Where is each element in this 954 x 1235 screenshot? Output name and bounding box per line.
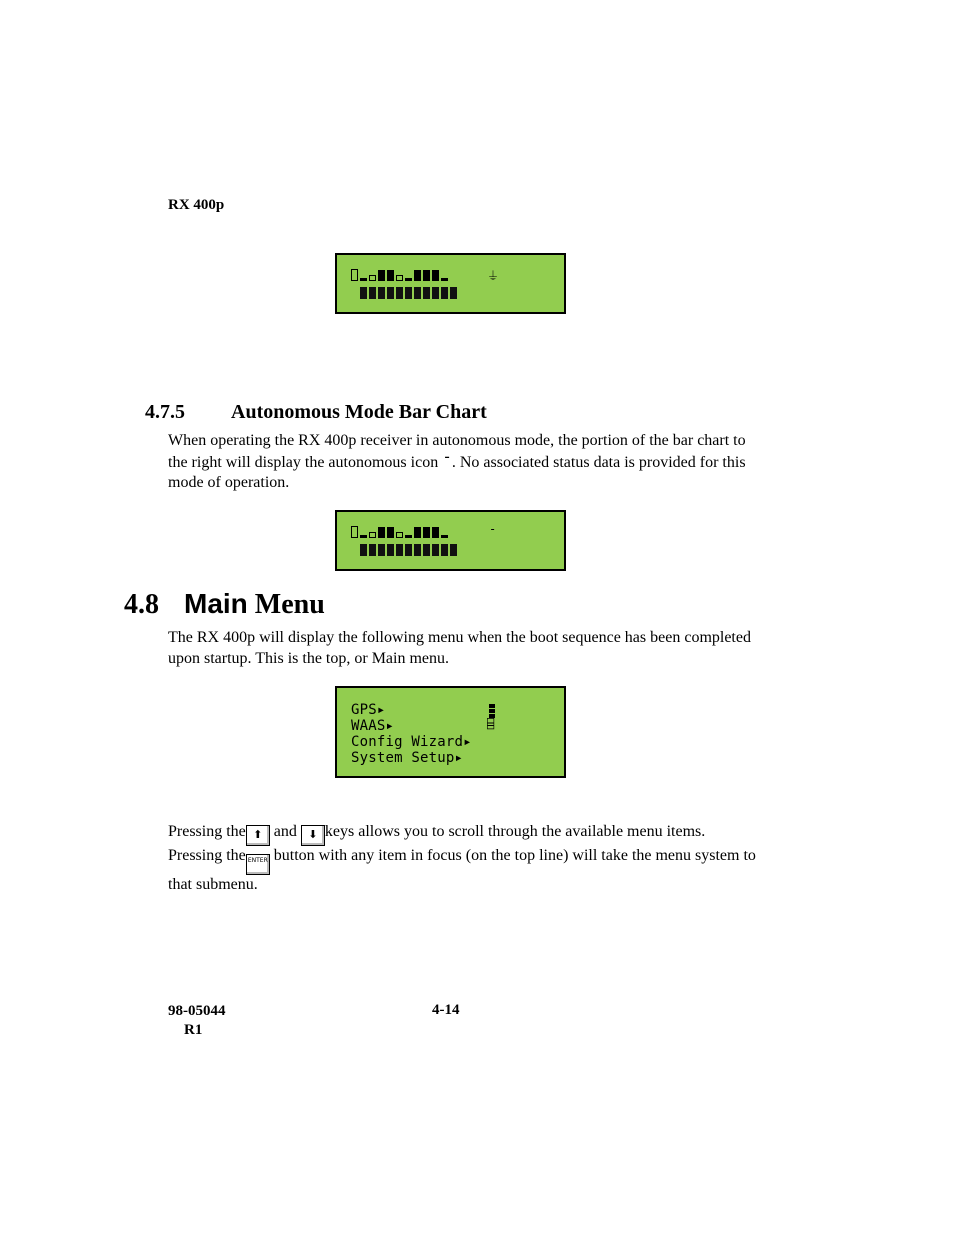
section-heading-4-7-5: 4.7.5 Autonomous Mode Bar Chart [145,401,487,423]
signal-strength-bars [351,269,448,281]
scroll-indicator-icon [489,704,495,718]
signal-strength-bars [351,526,448,538]
autonomous-mode-icon: - [489,522,497,536]
page-number: 4-14 [432,1002,460,1018]
footer-doc-info: 98-05044 R1 [168,1003,226,1038]
lcd-main-menu [335,686,566,778]
lock-status-bars [359,544,457,556]
waas-status-icon: ⌸ [487,717,495,731]
lcd-display-autonomous [335,510,566,571]
section-4-8-paragraph: The RX 400p will display the following menu when the boot sequence has been completed upon startup. This is the top, or Main menu. [168,629,751,667]
autonomous-icon: - [442,446,452,466]
menu-item-system-setup[interactable]: System Setup▸ [351,750,464,766]
navigation-instructions [168,820,758,895]
menu-item-config-wizard[interactable]: Config Wizard▸ [351,734,472,750]
down-arrow-key-icon: ⬇ [301,825,325,846]
up-arrow-key-icon: ⬆ [246,825,270,846]
section-heading-4-8: 4.8 Main Menu [124,588,325,620]
lcd-display-signal-bars [335,253,566,314]
instruction-line-2: Pressing the ENTER button with any item in focus (on the top line) will take the menu system to that submenu. [168,847,756,893]
enter-key-icon: ENTER [246,854,270,875]
lock-status-bars [359,287,457,299]
menu-item-waas[interactable]: WAAS▸ [351,718,395,734]
instruction-line-1: Pressing the ⬆ and ⬇ keys allows you to scroll through the available menu items. [168,820,758,846]
menu-item-gps[interactable]: GPS▸ [351,702,386,718]
document-header: RX 400p [168,197,225,213]
satellite-icon: ⏚ [487,269,500,283]
section-4-7-5-paragraph: When operating the RX 400p receiver in autonomous mode, the portion of the bar chart to the right will display the autonomous icon -. No associated status data is provided for this mode of operation. [168,432,746,491]
